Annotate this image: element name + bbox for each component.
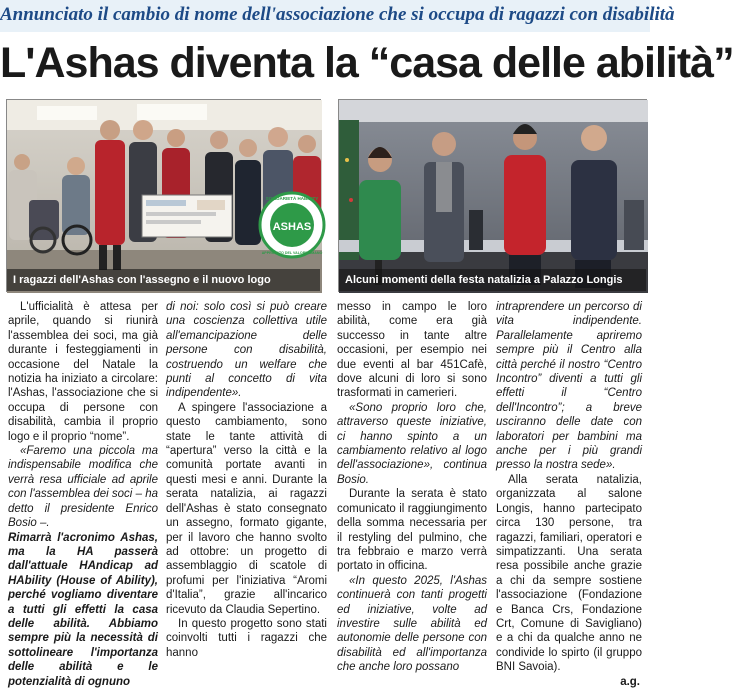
article-paragraph: A spingere l'associazione a questo cambiamento, sono state le tante attività di “apertura” verso la città e la comunità portate avanti in questi mesi e anni. Durante la serata natalizia, ai ragazzi dell'Ashas è stato consegnato un assegno, formato gigante, per il lavoro che hanno svolto ad ottobre: un progetto di assemblaggio di scatole di profumi per l'iniziativa “Aromi d'Italia”, grazie all'incarico ricevuto da Claudia Sepertino. — [166, 401, 327, 616]
photo-caption: I ragazzi dell'Ashas con l'assegno e il nuovo logo — [7, 269, 320, 291]
article-paragraph: Alla serata natalizia, organizzata al salone Longis, hanno partecipato circa 130 persone, tra ragazzi, familiari, operatori e simpatizzanti. Una serata resa possibile anche grazie a chi da sempre sostiene l'associazione (Fondazione e Banca Crs, Fondazione Crt, Comune di Savigliano) e a chi da qualche anno ne condivide lo spirto (il gruppo BNI Savoia). — [496, 473, 642, 674]
article-column-1 — [8, 300, 158, 688]
article-column-3 — [337, 300, 487, 674]
article-paragraph: L'ufficialità è attesa per aprile, quando si riunirà l'assemblea dei soci, ma già durante i festeggiamenti in occasione del Natale la notizia ha iniziato a circolare: l'Ashas, l'associazione che si occupa di persone con disabilità, cambia il proprio logo e il proprio “nome”. — [8, 301, 158, 443]
photo-ashas-group — [6, 99, 321, 292]
article-column-2 — [166, 300, 327, 659]
logo-ring-text: SOLIDARIETÀ HABILITY — [265, 196, 319, 201]
kicker-subtitle: Annunciato il cambio di nome dell'associazione che si occupa di ragazzi con disabilità — [0, 0, 650, 32]
article-quote: intraprendere un percorso di vita indipendente. Parallelamente apriremo sempre più il Centro alla città perché il nostro “Centro Incontro” diventi a tutti gli effetti il “Centro dell'Incontro”; a breve usciranno delle date con laboratori per bambini ma anche per i più grandi presso la nostra sede». — [496, 301, 642, 472]
article-quote-bold: Rimarrà l'acronimo Ashas, ma la HA passerà dall'attuale HAndicap ad HAbility (House of Ability), perché vogliamo diventare a tutti gli effetti la casa delle abilità. Abbiamo sempre più la necessità di sottolineare l'importanza delle abilità e le potenzialità di ognuno — [8, 531, 158, 688]
article-paragraph: messo in campo le loro abilità, come era già successo in tante altre occasioni, per esempio nei due eventi al bar 451Cafè, dove alcuni di loro si sono trasformati in camerieri. — [337, 301, 487, 400]
author-signature: a.g. — [620, 675, 640, 688]
article-quote: «Faremo una piccola ma indispensabile modifica che verrà resa ufficiale ad aprile con l'assemblea dei soci – ha detto il presidente Enrico Bosio –. — [8, 445, 158, 530]
article-column-4 — [496, 300, 642, 688]
article-paragraph: In questo progetto sono stati coinvolti tutti i ragazzi che hanno — [166, 617, 327, 659]
headline: L'Ashas diventa la “casa delle abilità” — [0, 39, 734, 87]
photo-christmas-party — [338, 99, 647, 292]
article-quote: «Sono proprio loro che, attraverso queste iniziative, ci hanno spinto a un cambiamento relativo al logo dell'associazione», continua Bosio. — [337, 401, 487, 486]
article-quote: «In questo 2025, l'Ashas continuerà con tanti progetti ed iniziative, volte ad investire sulle abilità ed autonomie delle persone con disabilità ed all'importanza che anche loro possano — [337, 574, 487, 674]
photo-caption: Alcuni momenti della festa natalizia a Palazzo Longis — [339, 269, 646, 291]
photo-christmas-party-image — [339, 100, 648, 293]
article-quote: di noi: solo così si può creare una coscienza collettiva utile all'emancipazione delle persone con disabilità, costruendo un welfare che punti al concetto di vita indipendente». — [166, 301, 327, 400]
article-paragraph: Durante la serata è stato comunicato il raggiungimento della somma necessaria per il restyling del pulmino, che tra febbraio e marzo verrà portato in officina. — [337, 488, 487, 573]
logo-acronym-text: ASHAS — [272, 221, 312, 233]
ashas-logo-sign — [260, 193, 324, 257]
logo-ring-text-bottom: APPROVATO DEL VALORE UMANO — [261, 251, 323, 255]
photo-ashas-group-image — [7, 100, 322, 293]
